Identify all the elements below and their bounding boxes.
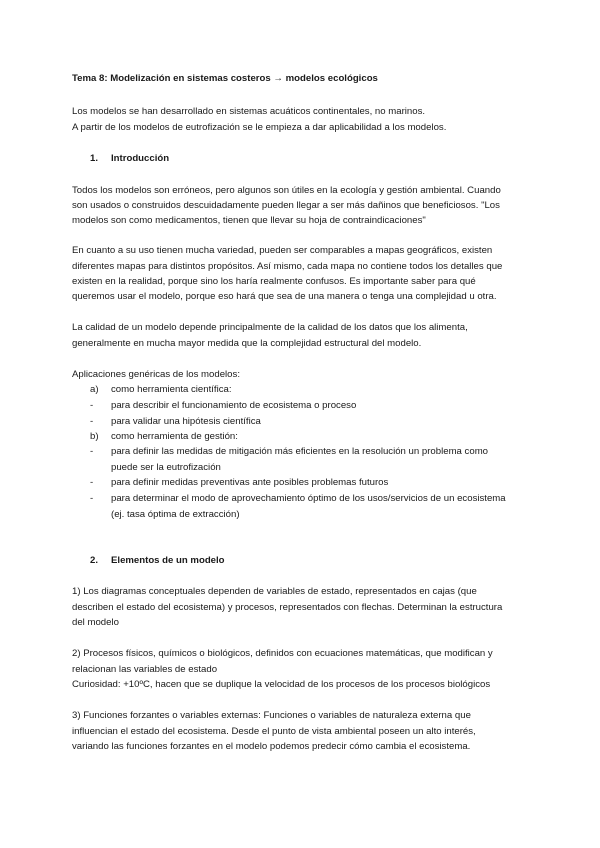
- paragraph-line: 2) Procesos físicos, químicos o biológicos, definidos con ecuaciones matemáticas, que modifican y: [72, 648, 493, 659]
- list-marker: a): [90, 384, 99, 395]
- title-suffix: modelos ecológicos: [285, 73, 378, 84]
- paragraph-line: 1) Los diagramas conceptuales dependen de variables de estado, representados en cajas (que: [72, 586, 477, 597]
- paragraph-line: influencian el estado del ecosistema. Desde el punto de vista ambiental poseen un alto interés,: [72, 726, 476, 737]
- section-number: 2.: [90, 555, 99, 566]
- paragraph-line: diferentes mapas para distintos propósitos. Así mismo, cada mapa no contiene todos los detalles que: [72, 261, 503, 272]
- paragraph-line: 3) Funciones forzantes o variables externas: Funciones o variables de naturaleza externa que: [72, 710, 471, 721]
- list-marker: -: [90, 477, 94, 488]
- paragraph-line: queremos usar el modelo, porque eso hará que sea de una manera o tenga una complejidad u otra.: [72, 291, 497, 302]
- list-item: como herramienta de gestión:: [111, 431, 238, 442]
- section-heading-introduccion: Introducción: [111, 153, 170, 164]
- paragraph-line: generalmente en mucha mayor medida que la complejidad estructural del modelo.: [72, 338, 422, 349]
- intro-line: Los modelos se han desarrollado en sistemas acuáticos continentales, no marinos.: [72, 106, 426, 117]
- paragraph-line: del modelo: [72, 617, 119, 628]
- paragraph-line: En cuanto a su uso tienen mucha variedad, pueden ser comparables a mapas geográficos, existen: [72, 245, 493, 256]
- list-item: para describir el funcionamiento de ecosistema o proceso: [111, 400, 357, 411]
- applications-heading: Aplicaciones genéricas de los modelos:: [72, 369, 240, 380]
- list-marker: -: [90, 416, 94, 427]
- list-item: para definir medidas preventivas ante posibles problemas futuros: [111, 477, 389, 488]
- right-arrow-icon: →: [273, 73, 283, 84]
- intro-line: A partir de los modelos de eutrofización se le empieza a dar aplicabilidad a los modelos.: [72, 122, 447, 133]
- list-item: para validar una hipótesis científica: [111, 416, 261, 427]
- list-item: para determinar el modo de aprovechamiento óptimo de los usos/servicios de un ecosistema: [111, 493, 506, 504]
- paragraph-line: La calidad de un modelo depende principalmente de la calidad de los datos que los alimenta,: [72, 322, 468, 333]
- paragraph-line: Todos los modelos son erróneos, pero algunos son útiles en la ecología y gestión ambiental. Cuando: [72, 185, 501, 196]
- list-item: para definir las medidas de mitigación más eficientes en la resolución un problema como: [111, 446, 489, 457]
- list-marker: b): [90, 431, 99, 442]
- paragraph-line: relacionan las variables de estado: [72, 664, 218, 675]
- list-item: puede ser la eutrofización: [111, 462, 221, 473]
- section-heading-elementos: Elementos de un modelo: [111, 555, 225, 566]
- title-prefix: Tema 8:: [72, 73, 108, 84]
- list-marker: -: [90, 446, 94, 457]
- section-number: 1.: [90, 153, 99, 164]
- document-title: [72, 73, 378, 85]
- paragraph-line: modelos son como medicamentos, tienen que llevar su hoja de contraindicaciones": [72, 215, 426, 226]
- list-marker: -: [90, 493, 94, 504]
- list-item: (ej. tasa óptima de extracción): [111, 509, 240, 520]
- paragraph-line: Curiosidad: +10ºC, hacen que se duplique la velocidad de los procesos de los procesos biológicos: [72, 679, 491, 690]
- list-item: como herramienta científica:: [111, 384, 232, 395]
- list-marker: -: [90, 400, 94, 411]
- title-main: Modelización en sistemas costeros: [110, 73, 271, 84]
- paragraph-line: existen en la realidad, porque sino los haría realmente confusos. Es importante saber para qué: [72, 276, 476, 287]
- paragraph-line: son usados o construidos descuidadamente pueden llegar a ser más dañinos que beneficiosos. "Los: [72, 200, 500, 211]
- paragraph-line: variando las funciones forzantes en el modelo podemos predecir cómo cambia el ecosistema.: [72, 741, 471, 752]
- paragraph-line: describen el estado del ecosistema) y procesos, representados con flechas. Determinan la estructura: [72, 602, 503, 613]
